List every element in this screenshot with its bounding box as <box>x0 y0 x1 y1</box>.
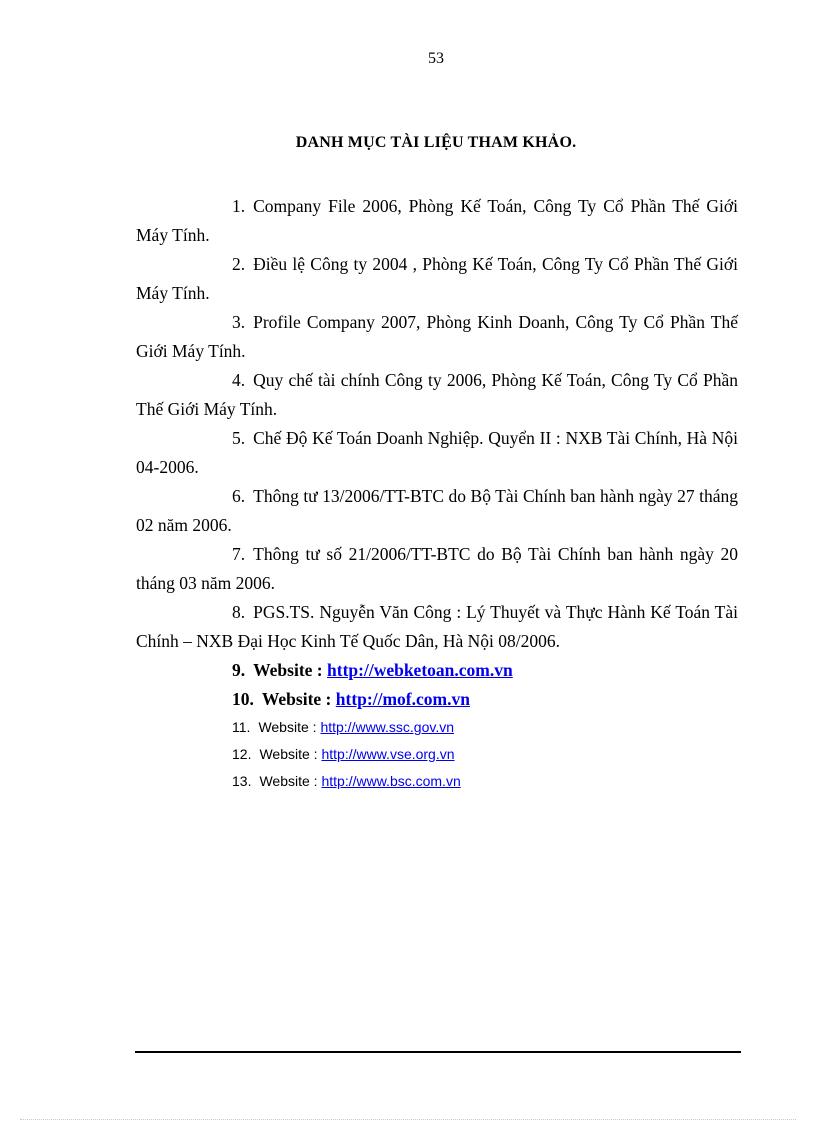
page-edge-dotted-line <box>20 1119 796 1120</box>
reference-label: Website : <box>258 719 321 735</box>
reference-number: 13. <box>232 773 252 789</box>
reference-list <box>136 192 738 795</box>
reference-number: 3. <box>232 312 246 332</box>
footer-rule <box>135 1051 741 1053</box>
reference-text: Company File 2006, Phòng Kế Toán, Công Ty Cổ Phần Thế Giới Máy Tính. <box>136 196 738 245</box>
reference-item <box>136 192 738 250</box>
reference-text: Chế Độ Kế Toán Doanh Nghiệp. Quyển II : NXB Tài Chính, Hà Nội 04-2006. <box>136 428 738 477</box>
website-link[interactable]: http://www.bsc.com.vn <box>321 773 461 789</box>
reference-text: PGS.TS. Nguyễn Văn Công : Lý Thuyết và Thực Hành Kế Toán Tài Chính – NXB Đại Học Kinh Tế Quốc Dân, Hà Nội 08/2006. <box>136 602 738 651</box>
page-number: 53 <box>428 50 444 67</box>
reference-number: 10. <box>232 689 254 709</box>
reference-number: 2. <box>232 254 246 274</box>
reference-text: Quy chế tài chính Công ty 2006, Phòng Kế Toán, Công Ty Cổ Phần Thế Giới Máy Tính. <box>136 370 738 419</box>
reference-number: 7. <box>232 544 246 564</box>
page-title: DANH MỤC TÀI LIỆU THAM KHẢO. <box>295 134 577 151</box>
reference-number: 8. <box>232 602 246 622</box>
reference-item <box>136 482 738 540</box>
website-link[interactable]: http://mof.com.vn <box>335 689 470 709</box>
website-link[interactable]: http://webketoan.com.vn <box>327 660 513 680</box>
reference-number: 5. <box>232 428 246 448</box>
website-link[interactable]: http://www.ssc.gov.vn <box>320 719 455 735</box>
reference-text: Thông tư 13/2006/TT-BTC do Bộ Tài Chính ban hành ngày 27 tháng 02 năm 2006. <box>136 486 738 535</box>
reference-number: 9. <box>232 660 246 680</box>
reference-number: 6. <box>232 486 246 506</box>
reference-text: Profile Company 2007, Phòng Kinh Doanh, Công Ty Cổ Phần Thế Giới Máy Tính. <box>136 312 738 361</box>
reference-label: Website : <box>259 773 322 789</box>
reference-item <box>136 685 738 714</box>
reference-text: Điều lệ Công ty 2004 , Phòng Kế Toán, Công Ty Cổ Phần Thế Giới Máy Tính. <box>136 254 738 303</box>
reference-item <box>136 308 738 366</box>
website-link[interactable]: http://www.vse.org.vn <box>321 746 455 762</box>
reference-item <box>136 741 738 768</box>
reference-label: Website : <box>253 660 328 680</box>
reference-item <box>136 540 738 598</box>
reference-item <box>136 656 738 685</box>
reference-number: 11. <box>232 719 251 735</box>
reference-label: Website : <box>261 689 336 709</box>
reference-text: Thông tư số 21/2006/TT-BTC do Bộ Tài Chính ban hành ngày 20 tháng 03 năm 2006. <box>136 544 738 593</box>
reference-number: 12. <box>232 746 252 762</box>
reference-item <box>136 424 738 482</box>
reference-item <box>136 714 738 741</box>
reference-number: 1. <box>232 196 246 216</box>
reference-label: Website : <box>259 746 322 762</box>
reference-item <box>136 250 738 308</box>
reference-item <box>136 366 738 424</box>
reference-item <box>136 768 738 795</box>
reference-number: 4. <box>232 370 246 390</box>
reference-item <box>136 598 738 656</box>
